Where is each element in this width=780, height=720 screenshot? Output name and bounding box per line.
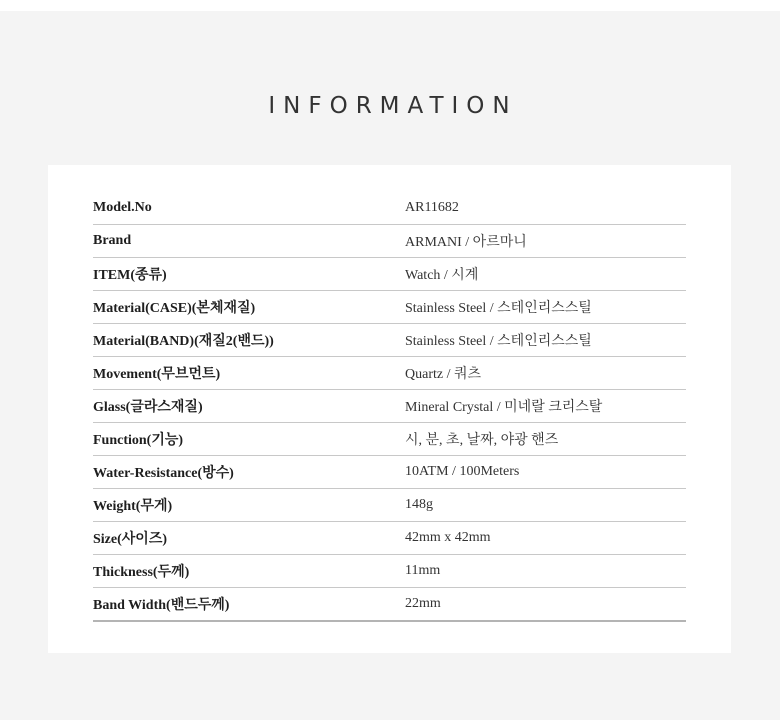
spec-value: Quartz / 쿼츠 [405,357,686,390]
spec-value: 시, 분, 초, 날짜, 야광 핸즈 [405,423,686,456]
spec-label: ITEM(종류) [93,258,405,291]
spec-row [93,489,686,522]
spec-row [93,291,686,324]
spec-row [93,522,686,555]
spec-row [93,324,686,357]
spec-label: Band Width(밴드두께) [93,588,405,622]
spec-value: 42mm x 42mm [405,522,686,555]
spec-label: Function(기능) [93,423,405,456]
spec-label: Weight(무게) [93,489,405,522]
spec-value: Mineral Crystal / 미네랄 크리스탈 [405,390,686,423]
spec-row [93,390,686,423]
spec-value: 148g [405,489,686,522]
spec-label: Movement(무브먼트) [93,357,405,390]
spec-value: Watch / 시계 [405,258,686,291]
spec-value: 10ATM / 100Meters [405,456,686,489]
spec-label: Thickness(두께) [93,555,405,588]
spec-row [93,555,686,588]
spec-row [93,225,686,258]
spec-label: Model.No [93,192,405,225]
spec-label: Material(BAND)(재질2(밴드)) [93,324,405,357]
spec-value: 11mm [405,555,686,588]
spec-row [93,258,686,291]
information-section [0,11,780,720]
spec-row [93,192,686,225]
spec-value: ARMANI / 아르마니 [405,225,686,258]
spec-label: Water-Resistance(방수) [93,456,405,489]
spec-row [93,588,686,622]
spec-value: AR11682 [405,192,686,225]
spec-row [93,456,686,489]
spec-label: Size(사이즈) [93,522,405,555]
spec-label: Material(CASE)(본체재질) [93,291,405,324]
section-title: INFORMATION [268,93,518,119]
spec-table [93,192,686,622]
spec-value: 22mm [405,588,686,622]
spec-label: Glass(글라스재질) [93,390,405,423]
spec-value: Stainless Steel / 스테인리스스틸 [405,324,686,357]
spec-card [48,165,731,653]
spec-value: Stainless Steel / 스테인리스스틸 [405,291,686,324]
spec-row [93,357,686,390]
spec-label: Brand [93,225,405,258]
spec-row [93,423,686,456]
